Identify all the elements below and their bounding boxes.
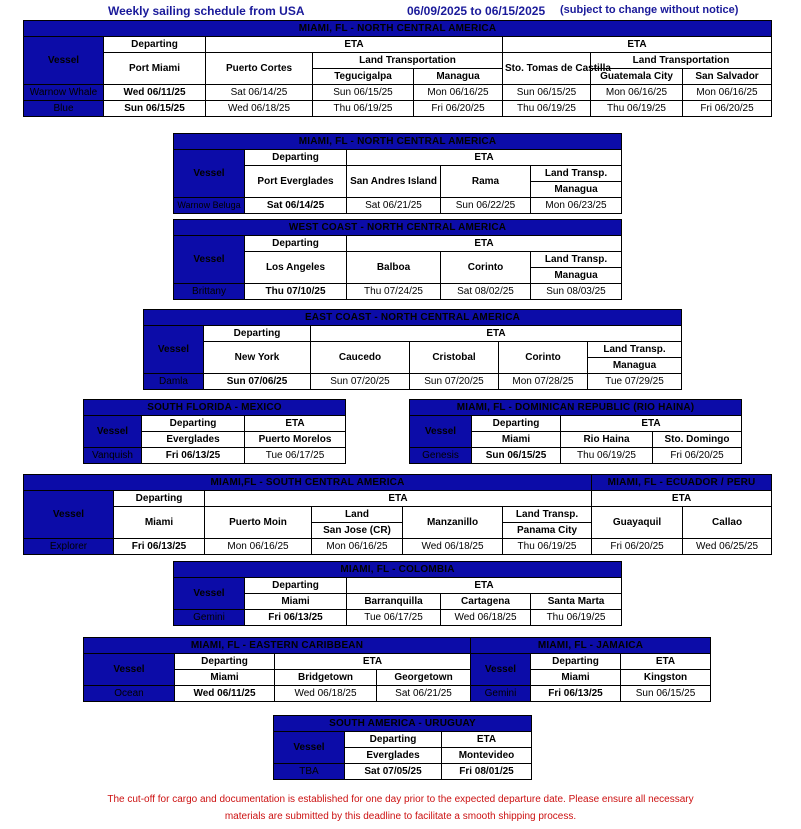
port-header: Miami <box>531 670 621 686</box>
table-row <box>174 610 622 626</box>
departing-header: Departing <box>175 654 275 670</box>
land-transport-header: Land Transp. <box>531 252 622 268</box>
eta-date: Thu 07/24/25 <box>347 284 441 300</box>
table-row <box>24 85 772 101</box>
vessel-header: Vessel <box>410 416 472 448</box>
vessel-header: Vessel <box>174 236 245 284</box>
section-title: SOUTH FLORIDA - MEXICO <box>84 400 346 416</box>
section-title: MIAMI, FL - NORTH CENTRAL AMERICA <box>24 21 772 37</box>
table-miami-jamaica <box>470 637 711 702</box>
port-header: Port Miami <box>104 53 206 85</box>
table-row <box>174 284 622 300</box>
eta-header: ETA <box>347 150 622 166</box>
table-south-america-uruguay <box>273 715 532 780</box>
port-header: Managua <box>414 69 503 85</box>
section-title: SOUTH AMERICA - URUGUAY <box>274 716 532 732</box>
port-header: Bridgetown <box>275 670 377 686</box>
table-row <box>144 374 682 390</box>
port-header: Miami <box>472 432 561 448</box>
table-row <box>84 448 346 464</box>
eta-header-2: ETA <box>592 491 772 507</box>
schedule-title: Weekly sailing schedule from USA <box>108 4 305 18</box>
eta-date: Thu 06/19/25 <box>503 101 591 117</box>
port-header: Georgetown <box>377 670 471 686</box>
port-header: Cartagena <box>441 594 531 610</box>
eta-date: Sat 08/02/25 <box>441 284 531 300</box>
port-header: Rama <box>441 166 531 198</box>
table-miami-colombia <box>173 561 622 626</box>
section-title: MIAMI, FL - EASTERN CARIBBEAN <box>84 638 471 654</box>
vessel-name: TBA <box>274 764 345 780</box>
vessel-header: Vessel <box>174 578 245 610</box>
eta-date: Fri 06/20/25 <box>592 539 683 555</box>
port-header: Corinto <box>441 252 531 284</box>
eta-date: Thu 06/19/25 <box>503 539 592 555</box>
eta-date: Sun 07/20/25 <box>410 374 499 390</box>
departing-header: Departing <box>345 732 442 748</box>
vessel-name: Damla <box>144 374 204 390</box>
eta-date: Sat 06/21/25 <box>347 198 441 214</box>
port-header: San Jose (CR) <box>312 523 403 539</box>
eta-header: ETA <box>245 416 346 432</box>
port-header: San Andres Island <box>347 166 441 198</box>
port-header: Los Angeles <box>245 252 347 284</box>
departure-date: Thu 07/10/25 <box>245 284 347 300</box>
vessel-name: Brittany <box>174 284 245 300</box>
port-header: Managua <box>588 358 682 374</box>
eta-date: Sat 06/21/25 <box>377 686 471 702</box>
table-row <box>174 198 622 214</box>
port-header: San Salvador <box>683 69 772 85</box>
port-header: Manzanillo <box>403 507 503 539</box>
eta-date: Thu 06/19/25 <box>561 448 653 464</box>
port-header: New York <box>204 342 311 374</box>
eta-date: Sun 06/22/25 <box>441 198 531 214</box>
departing-header: Departing <box>531 654 621 670</box>
land-header: Land <box>312 507 403 523</box>
eta-header: ETA <box>347 578 622 594</box>
eta-header: ETA <box>275 654 471 670</box>
vessel-name: Ocean <box>84 686 175 702</box>
departure-date: Sat 06/14/25 <box>245 198 347 214</box>
section-title: MIAMI, FL - NORTH CENTRAL AMERICA <box>174 134 622 150</box>
land-transport-header: Land Transp. <box>588 342 682 358</box>
eta-header: ETA <box>206 37 503 53</box>
departing-header: Departing <box>204 326 311 342</box>
port-header: Puerto Cortes <box>206 53 313 85</box>
section-title: EAST COAST - NORTH CENTRAL AMERICA <box>144 310 682 326</box>
departure-date: Sun 07/06/25 <box>204 374 311 390</box>
table-row <box>24 101 772 117</box>
table-miami-dominican-republic <box>409 399 742 464</box>
port-header: Corinto <box>499 342 588 374</box>
eta-date: Sun 08/03/25 <box>531 284 622 300</box>
port-header: Rio Haina <box>561 432 653 448</box>
eta-header: ETA <box>442 732 532 748</box>
vessel-header: Vessel <box>274 732 345 764</box>
port-header: Miami <box>245 594 347 610</box>
port-header: Montevideo <box>442 748 532 764</box>
departing-header: Departing <box>245 236 347 252</box>
schedule-note: (subject to change without notice) <box>560 4 739 16</box>
table-row <box>24 539 772 555</box>
eta-header: ETA <box>347 236 622 252</box>
vessel-name: Warnow Beluga <box>174 198 245 214</box>
eta-date: Sun 06/15/25 <box>503 85 591 101</box>
vessel-name: Blue <box>24 101 104 117</box>
departure-date: Sun 06/15/25 <box>104 101 206 117</box>
eta-date: Thu 06/19/25 <box>313 101 414 117</box>
table-row <box>410 448 742 464</box>
table-miami-eastern-caribbean <box>83 637 471 702</box>
eta-date: Thu 06/19/25 <box>531 610 622 626</box>
eta-date: Mon 06/23/25 <box>531 198 622 214</box>
departure-date: Fri 06/13/25 <box>142 448 245 464</box>
table-south-florida-mexico <box>83 399 346 464</box>
table-miami-north-central-america-2 <box>173 133 622 214</box>
eta-date: Thu 06/19/25 <box>591 101 683 117</box>
eta-date: Mon 06/16/25 <box>414 85 503 101</box>
table-row <box>84 686 471 702</box>
section-title: WEST COAST - NORTH CENTRAL AMERICA <box>174 220 622 236</box>
eta-header: ETA <box>311 326 682 342</box>
section-title-2: MIAMI, FL - ECUADOR / PERU <box>592 475 772 491</box>
land-transport-header: Land Transportation <box>591 53 772 69</box>
section-title: MIAMI,FL - SOUTH CENTRAL AMERICA <box>24 475 592 491</box>
eta-header: ETA <box>561 416 742 432</box>
vessel-name: Gemini <box>174 610 245 626</box>
departing-header: Departing <box>142 416 245 432</box>
vessel-name: Vanquish <box>84 448 142 464</box>
cutoff-notice-line-2: materials are submitted by this deadline to facilitate a smooth shipping process. <box>224 811 577 822</box>
departure-date: Sat 07/05/25 <box>345 764 442 780</box>
port-header: Managua <box>531 268 622 284</box>
vessel-name: Explorer <box>24 539 114 555</box>
vessel-header: Vessel <box>24 37 104 85</box>
port-header: Puerto Morelos <box>245 432 346 448</box>
departure-date: Wed 06/11/25 <box>175 686 275 702</box>
eta-date: Wed 06/25/25 <box>683 539 772 555</box>
departure-date: Fri 06/13/25 <box>114 539 205 555</box>
port-header: Miami <box>114 507 205 539</box>
vessel-header: Vessel <box>24 491 114 539</box>
eta-date: Mon 06/16/25 <box>683 85 772 101</box>
eta-date: Wed 06/18/25 <box>441 610 531 626</box>
departing-header: Departing <box>114 491 205 507</box>
departure-date: Wed 06/11/25 <box>104 85 206 101</box>
schedule-date-range: 06/09/2025 to 06/15/2025 <box>407 4 546 18</box>
eta-date: Wed 06/18/25 <box>275 686 377 702</box>
departing-header: Departing <box>245 578 347 594</box>
eta-date: Tue 06/17/25 <box>245 448 346 464</box>
table-miami-south-central-america <box>23 474 772 555</box>
vessel-name: Genesis <box>410 448 472 464</box>
port-header: Managua <box>531 182 622 198</box>
port-header: Barranquilla <box>347 594 441 610</box>
vessel-name: Gemini <box>471 686 531 702</box>
eta-date: Fri 06/20/25 <box>653 448 742 464</box>
port-header: Callao <box>683 507 772 539</box>
eta-date: Fri 08/01/25 <box>442 764 532 780</box>
port-header: Balboa <box>347 252 441 284</box>
eta-date: Sun 06/15/25 <box>313 85 414 101</box>
port-header: Everglades <box>345 748 442 764</box>
port-header: Panama City <box>503 523 592 539</box>
eta-header: ETA <box>621 654 711 670</box>
land-transport-header: Land Transportation <box>313 53 503 69</box>
table-miami-north-central-america <box>23 20 772 117</box>
port-header: Sto. Domingo <box>653 432 742 448</box>
eta-date: Fri 06/20/25 <box>414 101 503 117</box>
eta-date: Mon 06/16/25 <box>205 539 312 555</box>
departure-date: Fri 06/13/25 <box>245 610 347 626</box>
table-row <box>274 764 532 780</box>
section-title: MIAMI, FL - COLOMBIA <box>174 562 622 578</box>
vessel-header: Vessel <box>84 416 142 448</box>
departure-date: Sun 06/15/25 <box>472 448 561 464</box>
land-transport-header: Land Transp. <box>531 166 622 182</box>
table-row <box>471 686 711 702</box>
departing-header: Departing <box>104 37 206 53</box>
eta-header-2: ETA <box>503 37 772 53</box>
cutoff-notice-line-1: The cut-off for cargo and documentation is established for one day prior to the expected departure date. Please ensure all necessary <box>107 794 694 805</box>
vessel-header: Vessel <box>144 326 204 374</box>
eta-date: Tue 06/17/25 <box>347 610 441 626</box>
port-header: Caucedo <box>311 342 410 374</box>
departing-header: Departing <box>472 416 561 432</box>
eta-header: ETA <box>205 491 592 507</box>
table-east-coast-north-central-america <box>143 309 682 390</box>
land-transport-header: Land Transp. <box>503 507 592 523</box>
table-west-coast-north-central-america <box>173 219 622 300</box>
eta-date: Mon 06/16/25 <box>591 85 683 101</box>
eta-date: Fri 06/20/25 <box>683 101 772 117</box>
port-header: Puerto Moin <box>205 507 312 539</box>
eta-date: Sun 07/20/25 <box>311 374 410 390</box>
port-header: Everglades <box>142 432 245 448</box>
vessel-name: Warnow Whale <box>24 85 104 101</box>
port-header: Santa Marta <box>531 594 622 610</box>
eta-date: Sun 06/15/25 <box>621 686 711 702</box>
eta-date: Sat 06/14/25 <box>206 85 313 101</box>
port-header: Cristobal <box>410 342 499 374</box>
vessel-header: Vessel <box>174 150 245 198</box>
section-title: MIAMI, FL - DOMINICAN REPUBLIC (RIO HAINA) <box>410 400 742 416</box>
vessel-header: Vessel <box>84 654 175 686</box>
eta-date: Tue 07/29/25 <box>588 374 682 390</box>
eta-date: Mon 07/28/25 <box>499 374 588 390</box>
vessel-header: Vessel <box>471 654 531 686</box>
departure-date: Fri 06/13/25 <box>531 686 621 702</box>
port-header: Tegucigalpa <box>313 69 414 85</box>
port-header: Kingston <box>621 670 711 686</box>
eta-date: Wed 06/18/25 <box>206 101 313 117</box>
departing-header: Departing <box>245 150 347 166</box>
port-header: Port Everglades <box>245 166 347 198</box>
eta-date: Mon 06/16/25 <box>312 539 403 555</box>
eta-date: Wed 06/18/25 <box>403 539 503 555</box>
port-header: Guatemala City <box>591 69 683 85</box>
port-header: Guayaquil <box>592 507 683 539</box>
port-header: Miami <box>175 670 275 686</box>
section-title: MIAMI, FL - JAMAICA <box>471 638 711 654</box>
port-header: Sto. Tomas de Castilla <box>503 53 591 85</box>
